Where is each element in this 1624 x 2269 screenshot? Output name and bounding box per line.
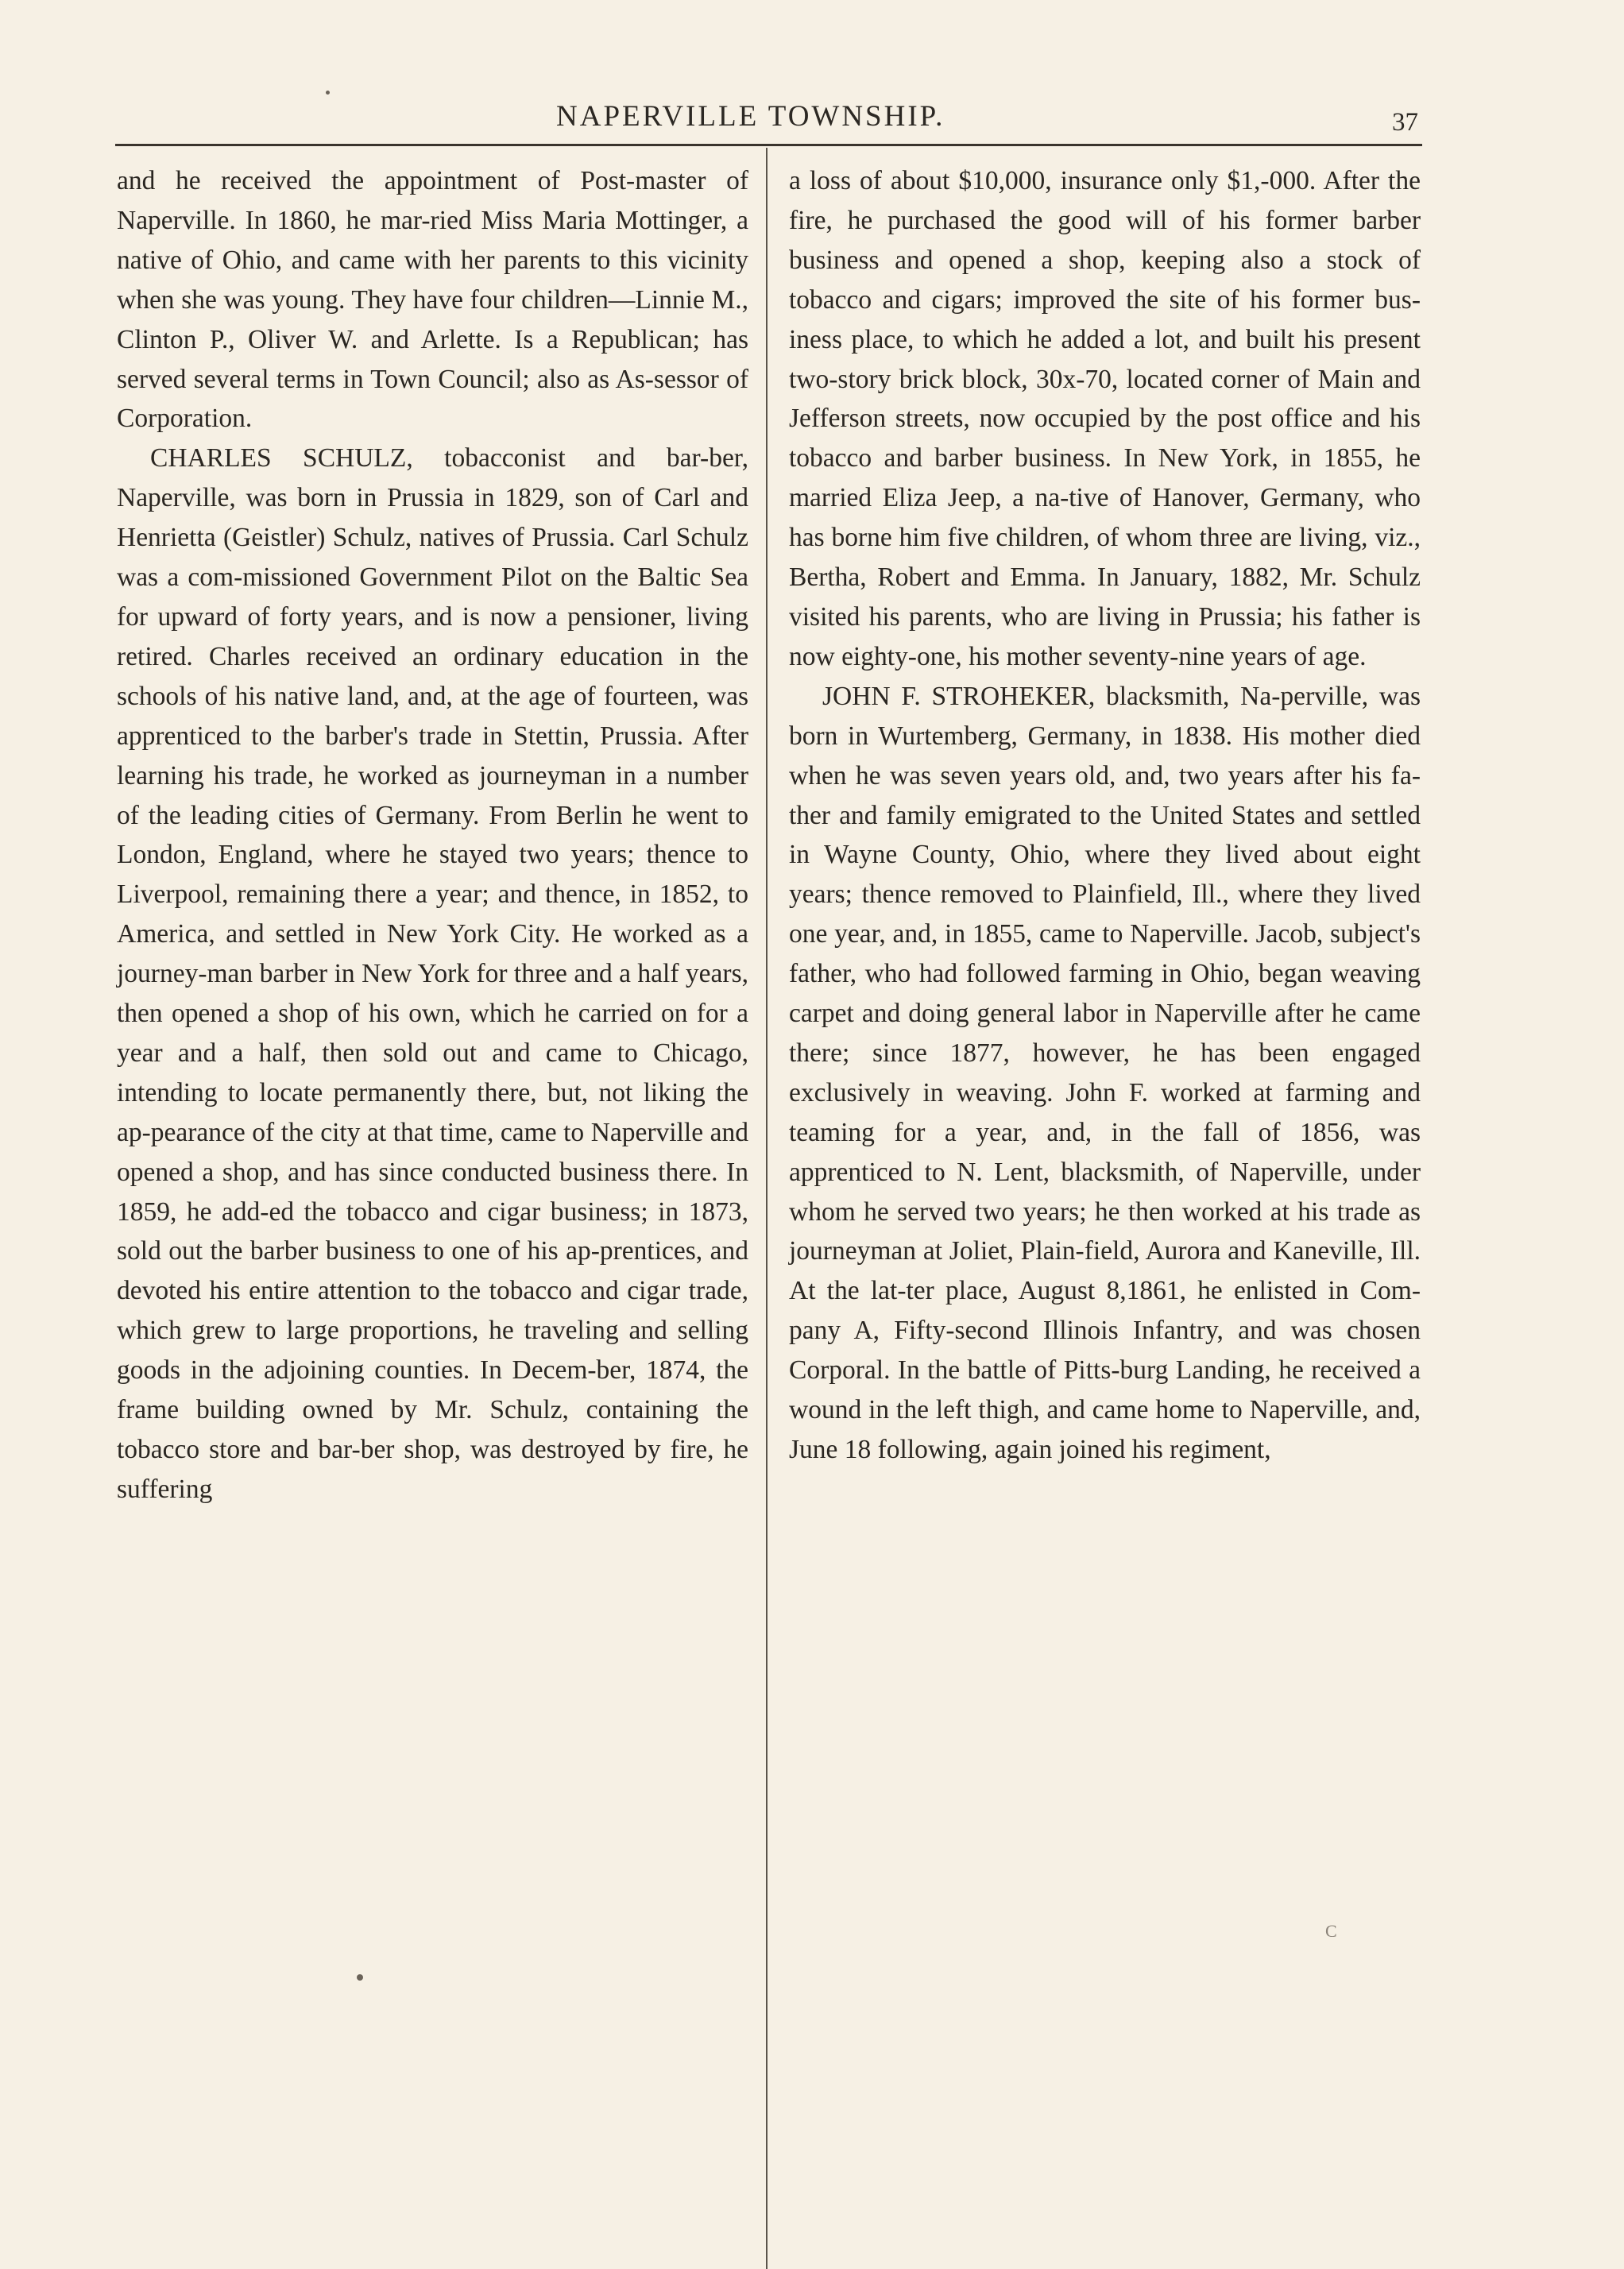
print-speck xyxy=(326,91,330,95)
paragraph-schulz-continued: a loss of about $10,000, insurance only $1,-000. After the fire, he purchased the good will of his former barber business and opened a shop, keeping also a stock of tobacco and cigars; improved the site of his former bus-iness place, to which he added a lot, and built his present two-story brick block, 30x-70, located corner of Main and Jefferson streets, now occupied by the post office and his tobacco and barber business. In New York, in 1855, he married Eliza Jeep, a na-tive of Hanover, Germany, who has borne him five children, of whom three are living, viz., Bertha, Robert and Emma. In January, 1882, Mr. Schulz visited his parents, who are living in Prussia; his father is now eighty-one, his mother seventy-nine years of age. xyxy=(789,166,1421,671)
running-header-title: NAPERVILLE TOWNSHIP. xyxy=(556,100,945,133)
print-speck xyxy=(357,1974,363,1981)
paragraph-postmaster-continued: and he received the appointment of Post-master of Naperville. In 1860, he mar-ried Miss Maria Mottinger, a native of Ohio, and came with her parents to this vicinity when she was young. They have four children—Linnie M., Clinton P., Oliver W. and Arlette. Is a Republican; has served several terms in Town Council; also as As-sessor of Corporation. xyxy=(117,166,748,434)
paragraph-john-stroheker: JOHN F. STROHEKER, blacksmith, Na-perville, was born in Wurtemberg, Germany, in 1838. His mother died when he was seven years old, and, two years after his fa-ther and family emigrated to the United States and settled in Wayne County, Ohio, where they lived about eight years; thence removed to Plainfield, Ill., where they lived one year, and, in 1855, came to Naperville. Jacob, subject's father, who had followed farming in Ohio, began weaving carpet and doing general labor in Naperville after he came there; since 1877, however, he has been engaged exclusively in weaving. John F. worked at farming and teaming for a year, and, in the fall of 1856, was apprenticed to N. Lent, blacksmith, of Naperville, under whom he served two years; he then worked at his trade as journeyman at Joliet, Plain-field, Aurora and Kaneville, Ill. At the lat-ter place, August 8,1861, he enlisted in Com-pany A, Fifty-second Illinois Infantry, and was chosen Corporal. In the battle of Pitts-burg Landing, he received a wound in the left thigh, and came home to Naperville, and, June 18 following, again joined his regiment, xyxy=(789,681,1421,1464)
column-divider xyxy=(766,148,768,2269)
signature-mark: C xyxy=(1325,1921,1337,1941)
left-column xyxy=(117,161,748,1509)
page-number: 37 xyxy=(1392,108,1418,137)
header-rule xyxy=(115,144,1422,146)
right-column xyxy=(789,161,1421,1470)
paragraph-charles-schulz: CHARLES SCHULZ, tobacconist and bar-ber, Naperville, was born in Prussia in 1829, son of Carl and Henrietta (Geistler) Schulz, natives of Prussia. Carl Schulz was a com-missioned Government Pilot on the Baltic Sea for upward of forty years, and is now a pensioner, living retired. Charles received an ordinary education in the schools of his native land, and, at the age of fourteen, was apprenticed to the barber's trade in Stettin, Prussia. After learning his trade, he worked as journeyman in a number of the leading cities of Germany. From Berlin he went to London, England, where he stayed two years; thence to Liverpool, remaining there a year; and thence, in 1852, to America, and settled in New York City. He worked as a journey-man barber in New York for three and a half years, then opened a shop of his own, which he carried on for a year and a half, then sold out and came to Chicago, intending to locate permanently there, but, not liking the ap-pearance of the city at that time, came to Naperville and opened a shop, and has since conducted business there. In 1859, he add-ed the tobacco and cigar business; in 1873, sold out the barber business to one of his ap-prentices, and devoted his entire attention to the tobacco and cigar trade, which grew to large proportions, he traveling and selling goods in the adjoining counties. In Decem-ber, 1874, the frame building owned by Mr. Schulz, containing the tobacco store and bar-ber shop, was destroyed by fire, he suffering xyxy=(117,443,748,1504)
